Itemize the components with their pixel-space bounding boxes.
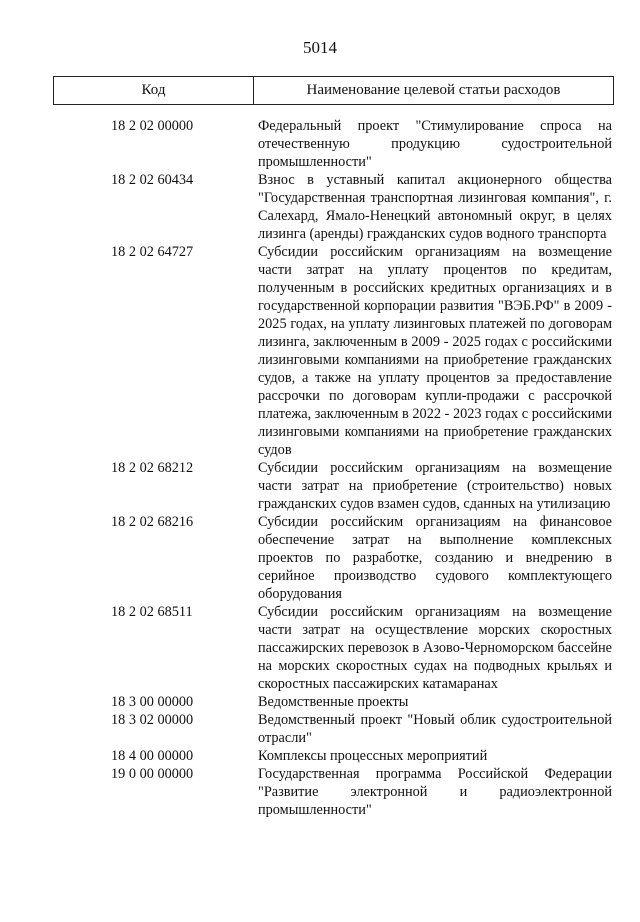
- row-name: Взнос в уставный капитал акционерного общества "Государственная транспортная лизинговая компания", г. Салехард, Ямало-Ненецкий автономный округ, в целях лизинга (аренды) гражданских судов водного транспорта: [258, 172, 612, 242]
- row-name: Субсидии российским организациям на возмещение части затрат на уплату процентов по кредитам, полученным в российских кредитных организациях и в государственной корпорации развития "ВЭБ.РФ" в 2009 - 2025 годах, на уплату лизинговых платежей по договорам лизинга, заключенным в 2009 - 2025 годах с российскими лизинговыми компаниями на приобретение гражданских судов, а также на уплату процентов за предоставление рассрочки по договорам купли-продажи с рассрочкой платежа, заключенным в 2022 - 2023 годах с российскими лизинговыми компаниями на приобретение гражданских судов: [258, 244, 612, 458]
- table-row: [0, 747, 640, 765]
- table-header: [53, 76, 614, 105]
- row-code: 18 3 00 00000: [111, 694, 194, 710]
- row-name: Субсидии российским организациям на возмещение части затрат на осуществление морских скоростных пассажирских перевозок в Азово-Черноморском бассейне на морских скоростных судах на подводных крыльях и скоростных пассажирских катамаранах: [258, 604, 612, 692]
- table-row: [0, 711, 640, 747]
- page-number: 5014: [303, 38, 337, 57]
- table-row: [0, 459, 640, 513]
- row-code: 18 2 02 68216: [111, 514, 194, 530]
- row-name: Субсидии российским организациям на финансовое обеспечение затрат на выполнение комплексных проектов по разработке, созданию и внедрению в серийное производство судового комплектующего оборудования: [258, 514, 612, 602]
- row-code: 18 2 02 00000: [111, 118, 194, 134]
- row-code: 19 0 00 00000: [111, 766, 194, 782]
- table-row: [0, 117, 640, 171]
- table-row: [0, 513, 640, 603]
- table-row: [0, 171, 640, 243]
- row-name: Государственная программа Российской Федерации "Развитие электронной и радиоэлектронной промышленности": [258, 766, 612, 818]
- row-name: Комплексы процессных мероприятий: [258, 748, 488, 764]
- row-name: Субсидии российским организациям на возмещение части затрат на приобретение (строительство) новых гражданских судов взамен судов, сданных на утилизацию: [258, 460, 612, 512]
- column-header-code: Код: [54, 77, 254, 104]
- row-code: 18 2 02 64727: [111, 244, 194, 260]
- row-code: 18 2 02 60434: [111, 172, 194, 188]
- row-code: 18 3 02 00000: [111, 712, 194, 728]
- table-row: [0, 693, 640, 711]
- row-code: 18 4 00 00000: [111, 748, 194, 764]
- row-code: 18 2 02 68511: [111, 604, 193, 620]
- row-name: Ведомственный проект "Новый облик судостроительной отрасли": [258, 712, 612, 746]
- column-header-name: Наименование целевой статьи расходов: [306, 82, 561, 98]
- row-code: 18 2 02 68212: [111, 460, 194, 476]
- row-name: Федеральный проект "Стимулирование спроса на отечественную продукцию судостроительной промышленности": [258, 118, 612, 170]
- row-name: Ведомственные проекты: [258, 694, 409, 710]
- table-body: [0, 117, 640, 819]
- table-row: [0, 243, 640, 459]
- table-row: [0, 603, 640, 693]
- table-row: [0, 765, 640, 819]
